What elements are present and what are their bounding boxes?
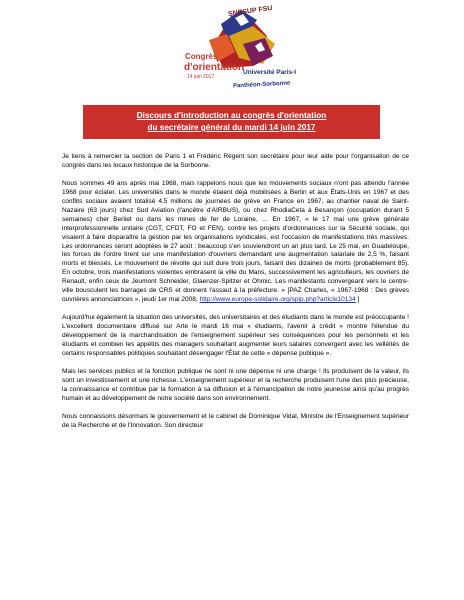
title-banner [83, 105, 380, 139]
speech-body [62, 153, 409, 439]
paragraph-4: Mais les services publics et la fonction publique ne sont ni une dépense ni une charge ! Ils produisent de la valeur, ils sont un investissement et une richesse. L'enseignement supérieur et la recherche produisent l'une des plus précieuse, la connaissance et contribue par la formation à sa diffusion et à l'émancipation de notre jeunesse ainsi qu'au progrès humain et au développement de notre société dans son environnement. [62, 367, 409, 402]
logo-orientation-text: d'orientation [184, 62, 245, 73]
paragraph-3: Aujourd'hui également la situation des universités, des universitaires et des étudiants dans le monde est préoccupante ! L'excellent documentaire diffusé sur Arte le mardi 16 mai « étudiants, l'avenir à crédit » montre l'étendue du développement de la marchandisation de l'enseignement supérieur ses conséquences pour les personnels et les étudiants et combien les appétits des managers souhaitant augmenter leurs salaires convergent avec les velléités de certains responsables politiques souhaitant désengager l'État de cette « dépense publique ». [62, 314, 409, 357]
paragraph-2-text: Nous sommes 49 ans après mai 1968, mais rappelons nous que les mouvements sociaux n'ont pas attendu l'année 1968 pour éclater. Les universités dans le monde étaient déjà mobilisées à Berlin et aux États-Unis en 1967 et des conflits sociaux avaient totalisé 4,5 millions de journées de grève en France en 1967, au chantier naval de Saint-Nazaire (63 jours) chez Sud Aviation (l'ancêtre d'AIRBUS), ou chez RhodiaCeta à Besançon (occupation durant 5 semaines) cher Berliet ou dans les mines de fer de Loraine, … En 1967, « le 17 mai une grève générale interprofessionnelle unitaire (CGT, CFDT, FO et FEN), contre les projets d'ordonnances sur la Sécurité sociale, qui visaient à faire disparaître la gestion par les organisations syndicales, est l'occasion de manifestations très massives. Les ordonnances seront adoptées le 27 août : beaucoup s'en souviendront un an plus tard. Le 25 mai, en Guadeloupe, les forces de l'ordre tirent sur une manifestation d'ouvriers demandant une augmentation salariale de 2,5 %, faisant morts et blessés. Le mouvement de révolte qui suit dure trois jours, faisant des dizaines de morts (probablement 85). En octobre, trois manifestations violentes embrasent la ville du Mans, successivement les agriculteurs, les ouvriers de Renault, enfin ceux de Jeumont Schneider, Glaenzer-Spitzer et Ohmic. Les manifestants convergeant vers le centre-ville bousculent les barrages de CRS et donnent l'assaut à la préfecture. » [PAZ Charles, « 1967-1968 : Des grèves ouvrières annonciatrices », jeudi 1er mai 2008, [62, 179, 409, 304]
title-line-2: du secrétaire général du mardi 14 juin 2017 [147, 123, 316, 132]
paragraph-2 [62, 180, 409, 305]
logo-dates-text: 14 juin 2017 [187, 74, 215, 80]
title-line-1: Discours d'introduction au congrès d'orientation [136, 111, 327, 120]
logo-universite-text: Université Paris-I [243, 69, 297, 76]
logo-pantheon-text: Panthéon-Sorbonne [232, 80, 291, 90]
congress-logo [183, 6, 295, 98]
paragraph-2-end: ] [357, 296, 360, 304]
paragraph-5: Nous connaissons désormais le gouvernement et le cabinet de Dominique Vidal, Ministre de l'Enseignement supérieur de la Recherche et de l'Innovation. Son directeur [62, 412, 409, 429]
logo-congres-text: Congrès [185, 52, 218, 61]
logo-snesup-text: SNESUP FSU [227, 4, 273, 19]
europe-solidaire-link[interactable]: http://www.europe-solidaire.org/spip.php?article10134 [199, 296, 356, 304]
paragraph-1: Je tiens à remercier la section de Paris 1 et Frédéric Régent son secrétaire pour leur aide pour l'organisation de ce congrès dans les locaux historique de la Sorbonne. [62, 153, 409, 169]
